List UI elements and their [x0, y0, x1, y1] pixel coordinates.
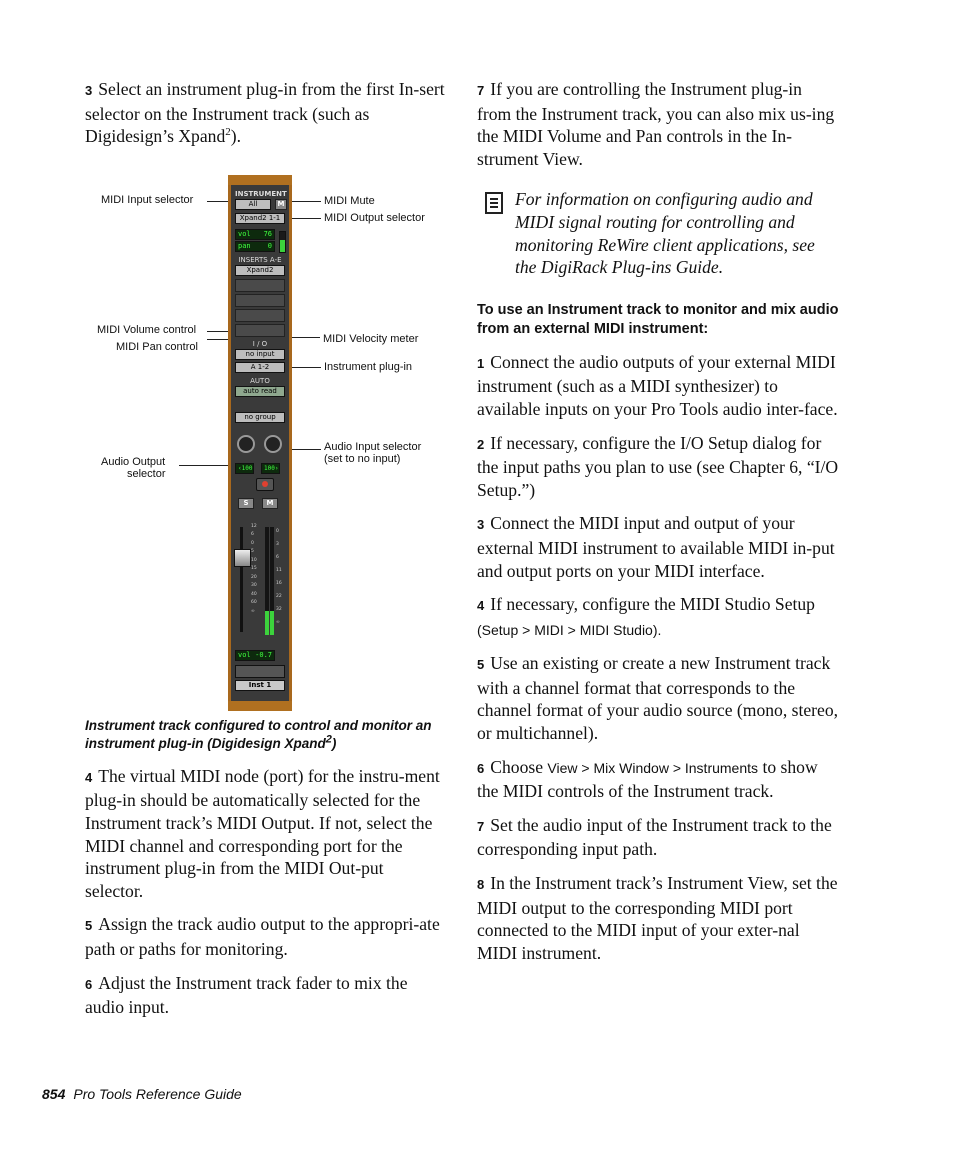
label-audio-input-2: (set to no input)	[324, 452, 401, 465]
fader-volume-readout: vol -0.7	[235, 650, 275, 661]
label-midi-mute: MIDI Mute	[324, 194, 375, 207]
fader-scale-tick: 0	[251, 540, 254, 546]
step-3-left: 3 Select an instrument plug-in from the first In-sert selector on the Instrument track (such as Digidesign’s Xpand$^2$).	[85, 79, 445, 147]
fader-scale-tick: 6	[251, 532, 254, 538]
leader-line	[288, 367, 321, 368]
leader-line	[179, 465, 234, 466]
page-footer	[42, 1086, 242, 1102]
proc-step-4: 4 If necessary, configure the MIDI Studio Setup (Setup > MIDI > MIDI Studio).	[477, 594, 815, 638]
audio-output-selector[interactable]: A 1-2	[235, 362, 285, 373]
auto-header: AUTO	[250, 376, 270, 385]
strip-bottom-cap	[228, 701, 292, 711]
leader-line	[288, 218, 321, 219]
pan-left-readout: ‹100	[235, 463, 254, 474]
step-4-left: 4 The virtual MIDI node (port) for the instru-ment plug-in should be automatically selected for the Instrument track’s MIDI Output. If not, select the MIDI channel and corresponding port for the instrument plug-in from the MIDI Out-put selector.	[85, 765, 440, 901]
label-midi-output-selector: MIDI Output selector	[324, 211, 425, 224]
note-box: For information on configuring audio and MIDI signal routing for controlling and monitoring ReWire client applications, see the DigiRack Plug-ins Guide.	[477, 188, 839, 278]
midi-volume-control[interactable]: vol 76	[235, 229, 275, 240]
left-column	[85, 78, 445, 1030]
automation-mode-selector[interactable]: auto read	[235, 386, 285, 397]
pan-knob-right[interactable]	[264, 435, 282, 453]
fader-scale-tick: 15	[251, 566, 257, 572]
proc-step-6: 6 Choose View > Mix Window > Instruments to show the MIDI controls of the Instrument track.	[477, 756, 818, 802]
instrument-header: INSTRUMENT	[235, 189, 287, 198]
insert-slot-instrument-plugin[interactable]: Xpand2	[235, 265, 285, 276]
midi-output-selector[interactable]: Xpand2 1-1	[235, 213, 285, 224]
meter-scale-tick: 32	[276, 606, 282, 612]
right-column	[477, 78, 839, 975]
label-midi-volume-control: MIDI Volume control	[97, 323, 197, 336]
meter-scale-tick: 0	[276, 528, 279, 534]
midi-input-selector[interactable]: All	[235, 199, 271, 210]
proc-step-8: 8 In the Instrument track’s Instrument View, set the MIDI output to the corresponding MIDI port connected to the MIDI input of your exter-nal MIDI instrument.	[477, 873, 838, 963]
midi-pan-control[interactable]: pan 0	[235, 241, 275, 252]
fader-scale-tick: 60	[251, 600, 257, 606]
fader-scale-tick: 40	[251, 591, 257, 597]
label-midi-input-selector: MIDI Input selector	[101, 193, 194, 206]
fader-scale-tick: 12	[251, 523, 257, 529]
meter-scale-tick: 3	[276, 541, 279, 547]
track-name[interactable]: Inst 1	[235, 680, 285, 691]
fader-scale-tick: 10	[251, 557, 257, 563]
label-audio-output-1: Audio Output	[101, 455, 166, 468]
meter-right	[270, 527, 274, 635]
audio-input-selector[interactable]: no input	[235, 349, 285, 360]
proc-step-2: 2 If necessary, configure the I/O Setup dialog for the input paths you plan to use (see Chapter 6, “I/O Setup.”)	[477, 432, 839, 500]
inserts-header: INSERTS A-E	[238, 255, 282, 264]
meter-scale-tick: 11	[276, 567, 282, 573]
mute-button[interactable]: M	[262, 498, 278, 509]
insert-slot-c[interactable]	[235, 294, 285, 307]
leader-line	[288, 201, 321, 202]
step-7-right: 7 If you are controlling the Instrument plug-in from the Instrument track, you can also mix us-ing the MIDI Volume and Pan controls in the In-strument View.	[477, 79, 835, 169]
channel-strip	[228, 177, 292, 709]
midi-velocity-meter	[279, 231, 286, 253]
page-number: 854	[42, 1086, 66, 1102]
meter-scale-tick: 16	[276, 580, 282, 586]
guide-title: Pro Tools Reference Guide	[73, 1086, 242, 1102]
leader-line	[288, 337, 320, 338]
fader-scale-tick: 30	[251, 583, 257, 589]
view-options-bar[interactable]	[235, 665, 285, 678]
fader-track	[240, 527, 243, 632]
label-audio-output-2: selector	[127, 467, 166, 480]
solo-button[interactable]: S	[238, 498, 254, 509]
fader-scale-tick: ∞	[251, 608, 255, 614]
fader-scale-tick: 5	[251, 549, 254, 555]
record-enable-button[interactable]	[256, 478, 274, 491]
proc-step-7: 7 Set the audio input of the Instrument track to the corresponding input path.	[477, 814, 832, 860]
group-selector[interactable]: no group	[235, 412, 285, 423]
step-5-left: 5 Assign the track audio output to the appropri-ate path or paths for monitoring.	[85, 914, 440, 959]
instrument-track-figure	[85, 177, 445, 737]
label-midi-pan-control: MIDI Pan control	[116, 340, 198, 353]
volume-fader-cap[interactable]	[234, 549, 251, 567]
meter-scale-tick: 22	[276, 593, 282, 599]
figure-caption: Instrument track configured to control and monitor an instrument plug-in (Digidesign Xpand$^2$)	[85, 717, 432, 751]
meter-left	[265, 527, 269, 635]
insert-slot-d[interactable]	[235, 309, 285, 322]
midi-mute-button[interactable]: M	[275, 199, 287, 210]
insert-slot-e[interactable]	[235, 324, 285, 337]
meter-scale-tick: 6	[276, 554, 279, 560]
insert-slot-b[interactable]	[235, 279, 285, 292]
strip-top-cap	[228, 175, 292, 185]
proc-step-3: 3 Connect the MIDI input and output of your external MIDI instrument to available MIDI in-put and output ports on your MIDI interface.	[477, 513, 835, 581]
pan-knob-left[interactable]	[237, 435, 255, 453]
note-icon	[485, 192, 503, 214]
fader-scale	[251, 523, 257, 617]
io-header: I / O	[252, 339, 268, 348]
step-6-left: 6 Adjust the Instrument track fader to mix the audio input.	[85, 972, 408, 1018]
proc-step-1: 1 Connect the audio outputs of your external MIDI instrument (such as a MIDI synthesizer) to available inputs on your Pro Tools audio inter-face.	[477, 351, 838, 419]
proc-step-5: 5 Use an existing or create a new Instrument track with a channel format that corresponds to the channel format of your audio source (mono, stereo, or multichannel).	[477, 653, 839, 744]
pan-right-readout: 100›	[261, 463, 280, 474]
label-instrument-plugin: Instrument plug-in	[324, 360, 413, 373]
leader-line	[288, 449, 321, 450]
meter-scale	[276, 525, 282, 629]
procedure-heading: To use an Instrument track to monitor and mix audio from an external MIDI instrument:	[477, 301, 839, 337]
fader-scale-tick: 20	[251, 574, 257, 580]
meter-scale-tick: ∞	[276, 619, 280, 625]
label-audio-input-1: Audio Input selector	[324, 440, 422, 453]
label-midi-velocity-meter: MIDI Velocity meter	[323, 332, 419, 345]
